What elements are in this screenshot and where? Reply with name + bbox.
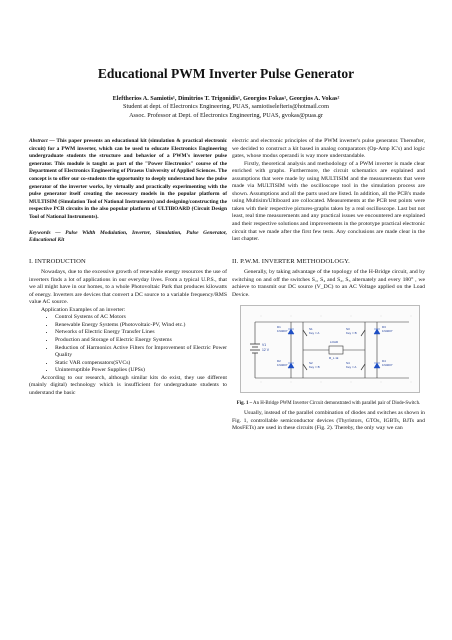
abstract-text: This paper presents an educational kit (simulation & practical electronic circuit) for a PWM inverter, which can be used to educate Electronics Engineering undergraduate students the structure and behavior of a PWM's inverter pulse generator. This module is taught as part of the "Power Electronics" course of the Department of Electronics Engineering of Piraeus University of Applied Sciences. The concept is to offer our co-students the opportunity to deeply understand how the pulse generator of the inverter works, by virtually and practically experimenting with the pulse generator itself creating the necessary models in the popular platform of MULTISIM (Simulation Tool of National Instruments) and designing/constructing the respective PCB circuits in the also popular platform of ULTIBOARD (Circuit Design Tool of National Instruments). [29,138,227,220]
method-paragraph-1: Generally, by taking advantage of the topology of the H-Bridge circuit, and by switching on and off the switches S₁, S₄ and S₂, S₃ alternately and every 180° , we achieve to transmit our DC source (V_DC) to an AC Voltage applied on the Load Device. [232,269,425,298]
diode-d3-label: D3 [382,325,386,330]
list-item: • Uninterruptible Power Supplies (UPSs) [55,367,227,375]
right-column [232,138,425,433]
paper-title: Educational PWM Inverter Pulse Generator [97,66,355,81]
switch-s3-label: S3 [346,327,350,332]
list-item: • Control Systems of AC Motors [55,314,227,322]
switch-s2-key: Key = B [309,365,320,370]
method-paragraph-2: Usually, instead of the parallel combination of diodes and switches as shown in Fig. 1, controllable semiconductor devices (Thyristors, GTOs, IGBTs, BJTs and MosFETs) are used in these circuits (Fig. 2). Thereby, the only way we can [232,410,425,432]
affiliation-students: Student at dept. of Electronics Engineering, PUAS, samiotiselefteris@hotmail.com [123,103,329,111]
switch-s4-symbol [361,364,365,370]
load-resistor-symbol [329,346,343,354]
load-label: LOAD [330,340,339,345]
list-item: • Networks of Electric Energy Transfer Lines [55,329,227,337]
affiliation-professor: Assoc. Professor at Dept. of Electronics Engineering, PUAS, gvokas@puas.gr [129,111,323,119]
dc-source-symbol [250,344,260,356]
abstract-label: Abstract — [29,138,55,144]
figure-caption-label: Fig. 1 – [236,400,253,406]
switch-s4-label: S4 [346,361,350,366]
diode-d4-part: 1N4007 [382,363,393,368]
intro-paragraph-3: According to our research, although similar kits do exist, they use different (mainly digital) technology which is insufficient for undergraduate students to understand the basic [29,374,227,396]
author-list: Eleftherios A. Samiotis¹, Dimitrios T. Trigonidis¹, Georgios Fokas¹, Georgios A. Vokas² [112,95,340,102]
right-paragraph-2: Firstly, theoretical analysis and methodology of a PWM inverter is made clear enriched with graphs. Furthermore, the circuit schematics are explained and assumptions that were made by using MULTISIM and the measurements that were made via MULTISIM with the oscilloscope tool in the simulation process are shown. Assumptions and all the parts used are listed. In addition, all the PCB's made using Multisim/Ultiboard are collocated. Measurements at the PCB test points were taken with their respective pictures-graphs taken by a real oscilloscope. Last but not least, real time measurements and any practical issues we encountered are explained and their respective solutions and improvements in the prototype practical electronic circuit that we made after the first few tests. Any conclusions are made clear in the last chapter. [232,160,425,243]
figure-caption [232,401,425,407]
diode-d2-label: D2 [277,359,281,364]
diode-d3-symbol [374,329,380,334]
switch-s3-key: Key = B [346,331,357,336]
switch-s1-key: Key = A [309,331,320,336]
application-list [29,314,227,374]
diode-d2-part: 1N4007 [277,363,288,368]
section-heading-methodology: II. P.W.M. INVERTER METHODOLOGY. [232,257,350,265]
switch-s1-label: S1 [309,327,313,332]
diode-d3-part: 1N4007 [382,329,393,334]
right-paragraph-1: electric and electronic principles of the PWM inverter's pulse generator. Thereafter, we decided to construct a kit based in analog comparators (Op-Amp IC's) and logic gates, whose modus operandi is way more understandable. [232,138,425,160]
switch-s1-symbol [303,330,307,336]
left-column [29,138,227,397]
switch-s3-symbol [361,330,365,336]
author-block [0,95,452,120]
keywords: Keywords — Pulse Width Modulation, Inverter, Simulation, Pulse Generator, Educational Kit [29,229,227,243]
diode-d1-label: D1 [277,325,281,330]
source-label: V1 [262,343,267,348]
list-item: • Static VAR compensators(SVCs) [55,360,227,368]
source-value: 12 V [262,348,269,353]
section-heading-introduction: I. INTRODUCTION [29,257,86,265]
abstract [29,138,227,222]
diode-d4-symbol [374,363,380,368]
diode-d1-part: 1N4007 [277,329,288,334]
list-item: • Renewable Energy Systems (Photovoltaic-PV, Wind etc.) [55,322,227,330]
h-bridge-circuit-figure [240,305,420,393]
switch-s2-symbol [303,364,307,370]
load-value: R_L 1k [329,356,339,361]
list-item: • Reduction of Harmonics Active Filters for Improvement of Electric Power Quality [55,345,227,360]
list-item: • Production and Storage of Electric Energy Systems [55,337,227,345]
switch-s4-key: Key = A [346,365,357,370]
figure-caption-text: An H-Bridge PWM Inverter Circuit demonstrated with parallel pair of Diode-Switch. [252,400,421,406]
intro-paragraph-1: Nowadays, due to the excessive growth of renewable energy resources the use of inverters finds a lot of applications in our everyday lives. From a typical U.P.S., that we all might have in our homes, to a whole Photovoltaic Park that produces kilowatts of energy. Inverters are devices that convert a DC source to a variable frequency/RMS value AC source. [29,269,227,306]
switch-s2-label: S2 [309,361,313,366]
diode-d1-symbol [288,329,294,334]
diode-d2-symbol [288,363,294,368]
diode-d4-label: D4 [382,359,386,364]
intro-paragraph-2: Application Examples of an inverter: [41,306,126,313]
